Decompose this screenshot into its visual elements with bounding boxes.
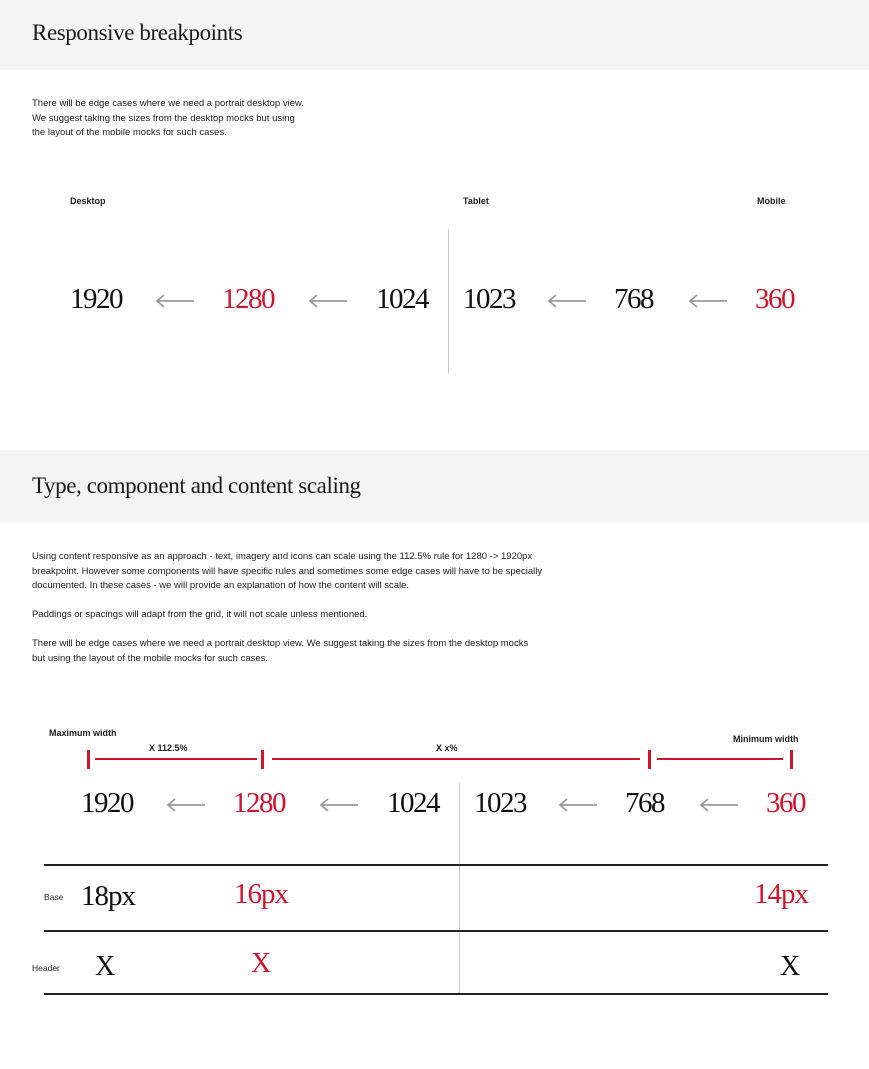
arrow-left-icon: [319, 798, 359, 812]
row-label-base: Base: [44, 892, 64, 902]
breakpoint-360: 360: [766, 787, 805, 819]
breakpoint-768: 768: [614, 283, 653, 315]
scale-label-112: X 112.5%: [149, 743, 188, 753]
paragraph-line: documented. In these cases - we will provide an explanation of how the content will scale.: [32, 580, 410, 592]
arrow-left-icon: [688, 294, 728, 308]
range-line: [95, 758, 257, 760]
table-rule: [44, 864, 828, 866]
paragraph-line: breakpoint. However some components will have specific rules and sometimes some edge cases will have to be specially: [32, 565, 543, 577]
arrow-left-icon: [155, 294, 195, 308]
breakpoint-768: 768: [625, 787, 664, 819]
section-title-breakpoints: Responsive breakpoints: [32, 20, 243, 45]
arrow-left-icon: [547, 294, 587, 308]
breakpoint-1280: 1280: [222, 283, 274, 315]
paragraph-line: Paddings or spacings will adapt from the grid, it will not scale unless mentioned.: [32, 609, 368, 620]
paragraph-line: We suggest taking the sizes from the desktop mocks but using: [32, 112, 295, 124]
paragraph-line: but using the layout of the mobile mocks for such cases.: [32, 652, 269, 664]
breakpoints-intro: [32, 97, 304, 141]
scaling-intro: [32, 550, 542, 594]
paragraph-line: There will be edge cases where we need a portrait desktop view.: [32, 98, 304, 109]
scaling-paddings-note: [32, 608, 367, 623]
minimum-width-label: Minimum width: [733, 734, 799, 744]
divider: [448, 229, 449, 374]
header-size-1920: X: [95, 951, 115, 982]
divider: [459, 783, 460, 995]
breakpoint-1024: 1024: [376, 283, 428, 315]
breakpoint-1280: 1280: [233, 787, 285, 819]
arrow-left-icon: [166, 798, 206, 812]
section-title-scaling: Type, component and content scaling: [32, 473, 361, 498]
breakpoint-360: 360: [755, 283, 794, 315]
range-tick: [648, 750, 651, 769]
arrow-left-icon: [558, 798, 598, 812]
scaling-portrait-note: [32, 637, 528, 666]
header-size-1280: X: [251, 948, 271, 979]
range-line: [272, 758, 640, 760]
paragraph-line: Using content responsive as an approach - text, imagery and icons can scale using the 112.5% rule for 1280 -> 1920px: [32, 551, 533, 562]
table-rule: [44, 993, 828, 995]
arrow-left-icon: [699, 798, 739, 812]
range-line: [657, 758, 783, 760]
breakpoint-1920: 1920: [81, 787, 133, 819]
table-rule: [44, 930, 828, 932]
header-size-360: X: [780, 951, 800, 982]
base-size-1280: 16px: [234, 878, 288, 910]
paragraph-line: the layout of the mobile mocks for such cases.: [32, 127, 227, 139]
breakpoint-1023: 1023: [463, 283, 515, 315]
scale-label-x: X x%: [436, 743, 458, 753]
base-size-1920: 18px: [81, 880, 135, 912]
mobile-label: Mobile: [757, 196, 786, 206]
row-label-header: Header: [32, 963, 60, 973]
breakpoint-1024: 1024: [387, 787, 439, 819]
desktop-label: Desktop: [70, 196, 106, 206]
maximum-width-label: Maximum width: [49, 728, 117, 738]
paragraph-line: There will be edge cases where we need a portrait desktop view. We suggest taking the sizes from the desktop mocks: [32, 638, 529, 649]
arrow-left-icon: [308, 294, 348, 308]
base-size-360: 14px: [754, 878, 808, 910]
range-tick: [790, 750, 793, 769]
breakpoint-1023: 1023: [474, 787, 526, 819]
breakpoint-1920: 1920: [70, 283, 122, 315]
range-tick: [87, 750, 90, 769]
range-tick: [261, 750, 264, 769]
tablet-label: Tablet: [463, 196, 489, 206]
